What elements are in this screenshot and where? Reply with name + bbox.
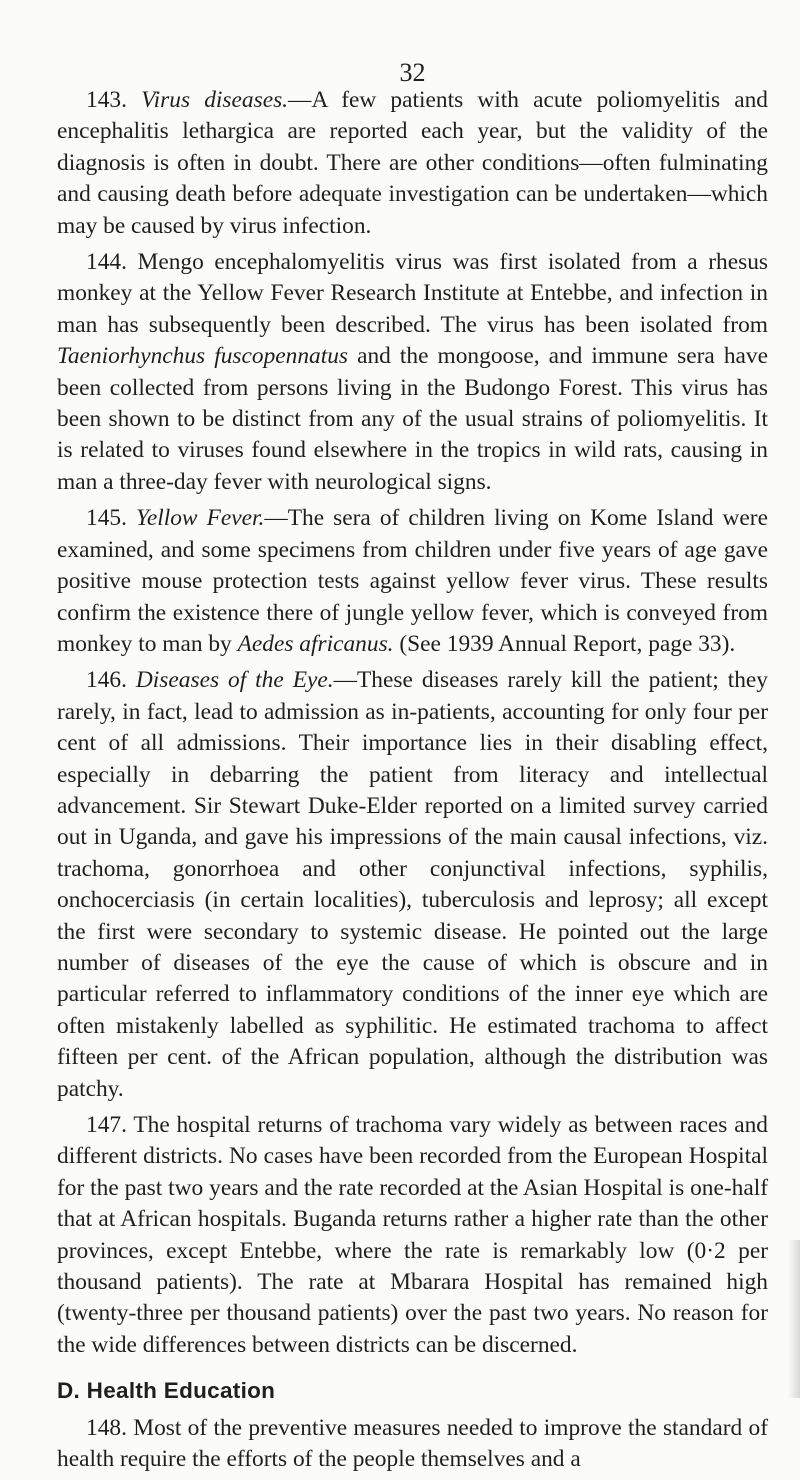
- paragraph-145: [57, 503, 768, 660]
- paragraph-text: —The sera of children living on Kome Island were examined, and some specimens from children under five years of age gave positive mouse protection tests against yellow fever virus. These results confirm the existence there of jungle yellow fever, which is conveyed from monkey to man by: [57, 505, 768, 657]
- paragraph-text: —These diseases rarely kill the patient; they rarely, in fact, lead to admission as in-patients, accounting for only four per cent of all admissions. Their importance lies in their disabling effect, especially in debarring the patient from literacy and intellectual advancement. Sir Stewart Duke-Elder reported on a limited survey carried out in Uganda, and gave his impressions of the main causal infections, viz. trachoma, gonorrhoea and other conjunctival infections, syphilis, onchocerciasis (in certain localities), tuberculosis and leprosy; all except the first were secondary to systemic disease. He pointed out the large number of diseases of the eye the cause of which is obscure and in particular referred to inflammatory conditions of the inner eye which are often mistakenly labelled as syphilitic. He estimated trachoma to affect fifteen per cent. of the African population, although the distribution was patchy.: [57, 667, 768, 1102]
- paragraph-number: 146.: [86, 667, 127, 694]
- section-heading: D. Health Education: [57, 1378, 276, 1404]
- paragraph-title: Virus diseases.: [141, 87, 289, 113]
- body-text: [57, 85, 768, 1480]
- paragraph-144: [57, 247, 768, 498]
- paragraph-number: 145.: [86, 505, 127, 532]
- paragraph-text-cont: (See 1939 Annual Report, page 33).: [393, 630, 736, 657]
- paragraph-number: 143.: [86, 87, 127, 113]
- paragraph-147: [57, 1110, 768, 1361]
- species-name: Taeniorhynchus fuscopennatus: [57, 343, 349, 370]
- paragraph-143: [57, 85, 768, 242]
- paragraph-text: Most of the preventive measures needed to improve the standard of health require the efforts of the people themselves and a: [57, 1414, 768, 1473]
- page-number: 32: [399, 58, 426, 87]
- species-name: Aedes africanus.: [237, 630, 394, 657]
- paragraph-text-cont: and the mongoose, and immune sera have been collected from persons living in the Budongo Forest. This virus has been shown to be distinct from any of the usual strains of poliomyelitis. It is related to viruses found elsewhere in the tropics in wild rats, causing in man a three-day fever with neurological signs.: [57, 343, 768, 495]
- paragraph-title: Diseases of the Eye.: [135, 667, 334, 694]
- paragraph-146: [57, 665, 768, 1105]
- paragraph-text: Mengo encephalomyelitis virus was first isolated from a rhesus monkey at the Yellow Fever Research Institute at Entebbe, and infection in man has subsequently been described. The virus has been isolated from: [57, 249, 768, 338]
- paragraph-text: The hospital returns of trachoma vary widely as between races and different districts. No cases have been recorded from the European Hospital for the past two years and the rate recorded at the Asian Hospital is one-half that at African hospitals. Buganda returns rather a higher rate than the other provinces, except Entebbe, where the rate is remarkably low (0·2 per thousand patients). The rate at Mbarara Hospital has remained high (twenty-three per thousand patients) over the past two years. No reason for the wide differences between districts can be discerned.: [57, 1112, 768, 1358]
- paragraph-text: —A few patients with acute poliomyelitis and encephalitis lethargica are reported each year, but the validity of the diagnosis is often in doubt. There are other conditions—often fulminating and causing death before adequate investigation can be undertaken—which may be caused by virus infection.: [57, 87, 768, 239]
- page-edge-shadow: [788, 1240, 800, 1398]
- paragraph-title: Yellow Fever.: [135, 505, 265, 532]
- paragraph-148: [57, 1413, 768, 1476]
- paragraph-number: 147.: [86, 1112, 127, 1138]
- paragraph-number: 148.: [86, 1414, 127, 1441]
- paragraph-number: 144.: [86, 249, 127, 276]
